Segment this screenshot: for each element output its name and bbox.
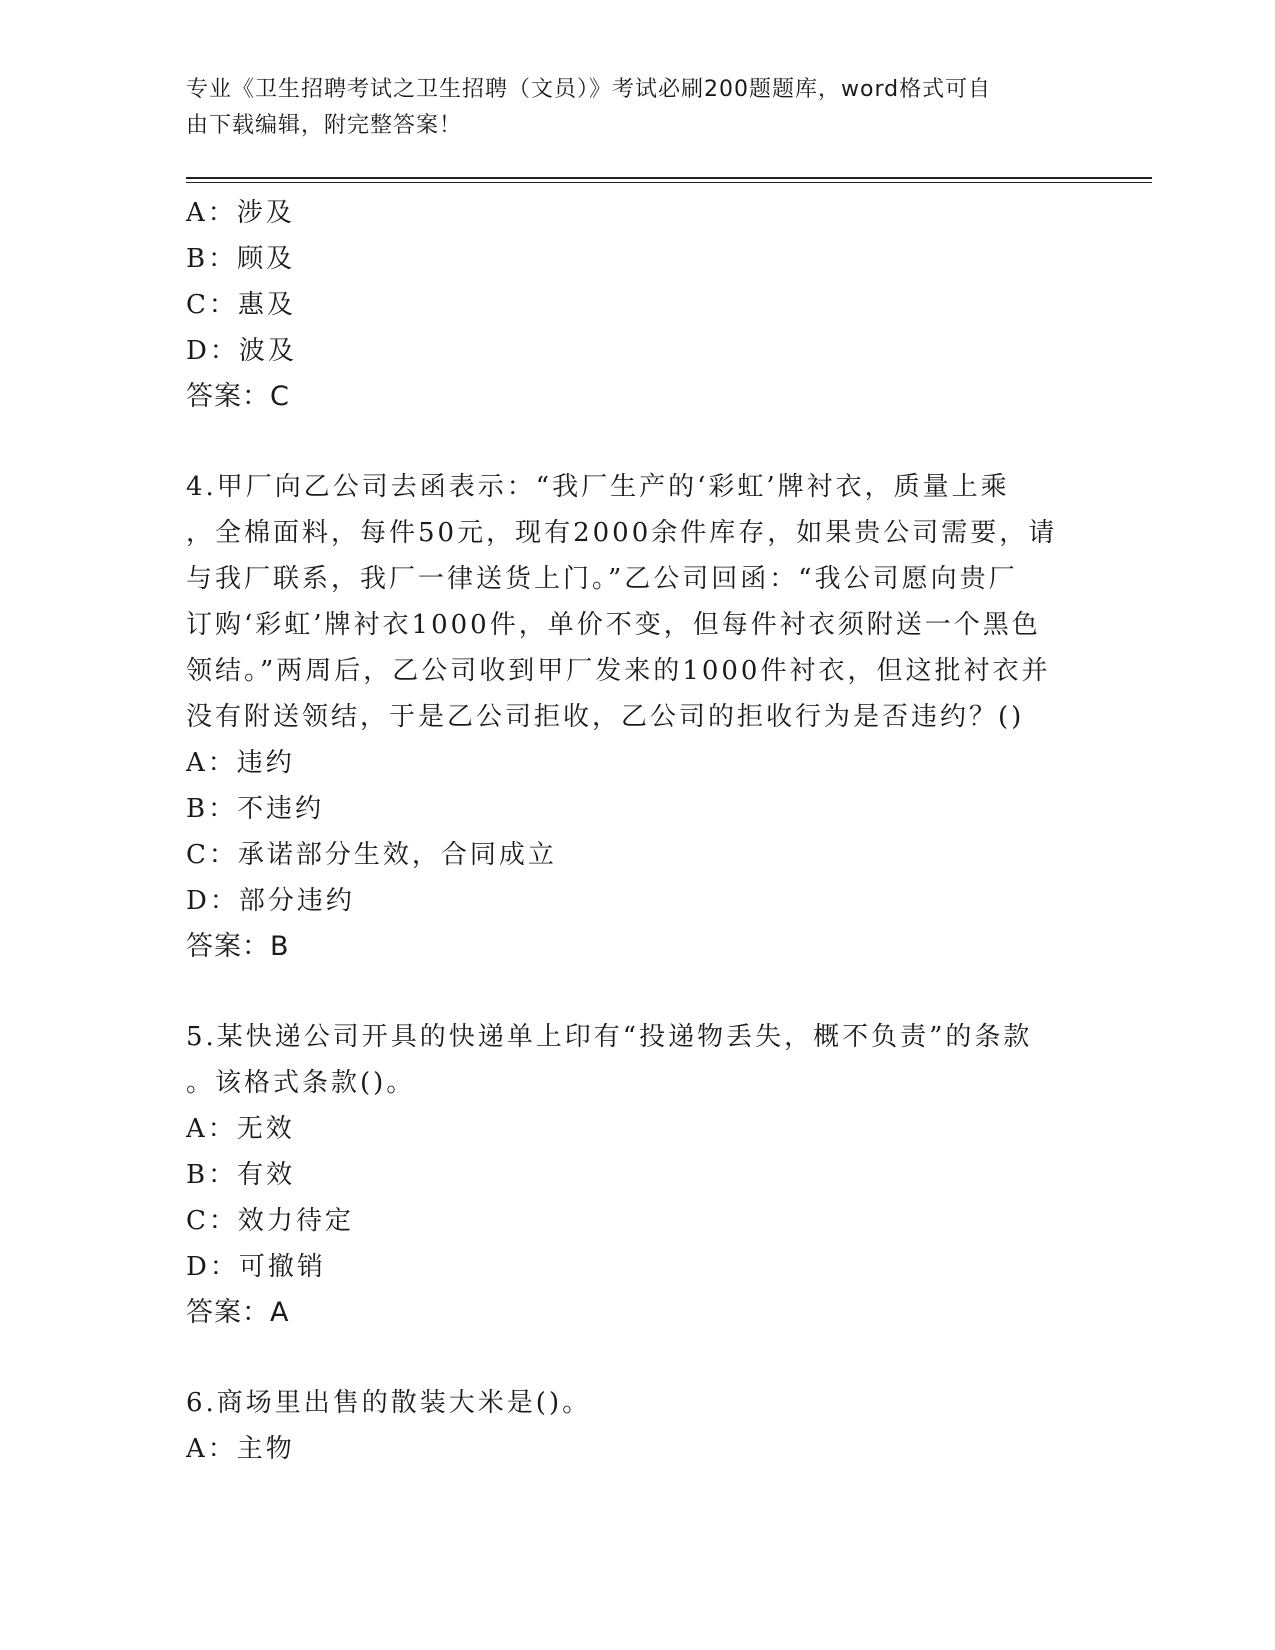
option-b: B：有效 bbox=[186, 1160, 296, 1190]
answer-line: 答案：B bbox=[186, 931, 290, 962]
answer-line: 答案：C bbox=[186, 381, 290, 412]
option-c: C：承诺部分生效，合同成立 bbox=[186, 840, 557, 870]
header-divider-thick bbox=[186, 177, 1152, 179]
option-a: A：无效 bbox=[186, 1114, 295, 1144]
stem-line: 4.甲厂向乙公司去函表示：“我厂生产的‘彩虹’牌衬衣，质量上乘 bbox=[186, 472, 1010, 502]
header-divider-thin bbox=[186, 182, 1152, 183]
option-d: D：可撤销 bbox=[186, 1252, 326, 1282]
option-c: C：惠及 bbox=[186, 290, 296, 320]
question-3 bbox=[186, 190, 1086, 420]
stem-line: ，全棉面料，每件50元，现有2000余件库存，如果贵公司需要，请 bbox=[186, 518, 1058, 548]
stem-line: 与我厂联系，我厂一律送货上门。”乙公司回函：“我公司愿向贵厂 bbox=[186, 564, 1018, 594]
header-line-1: 专业《卫生招聘考试之卫生招聘（文员）》考试必刷200题题库，word格式可自 bbox=[186, 77, 992, 102]
question-4 bbox=[186, 464, 1086, 970]
stem-line: 订购‘彩虹’牌衬衣1000件，单价不变，但每件衬衣须附送一个黑色 bbox=[186, 610, 1041, 640]
stem-line: 领结。”两周后，乙公司收到甲厂发来的1000件衬衣，但这批衬衣并 bbox=[186, 656, 1051, 686]
option-d: D：部分违约 bbox=[186, 886, 355, 916]
stem-line: 6.商场里出售的散装大米是()。 bbox=[186, 1388, 592, 1418]
question-stem bbox=[186, 1014, 1086, 1106]
option-b: B：不违约 bbox=[186, 794, 325, 824]
stem-line: 。该格式条款()。 bbox=[186, 1068, 416, 1098]
question-6 bbox=[186, 1380, 1086, 1472]
stem-line: 5.某快递公司开具的快递单上印有“投递物丢失，概不负责”的条款 bbox=[186, 1022, 1033, 1052]
document-header bbox=[186, 72, 1066, 144]
option-d: D：波及 bbox=[186, 336, 297, 366]
question-list bbox=[186, 190, 1086, 1472]
question-stem bbox=[186, 1380, 1086, 1426]
question-5 bbox=[186, 1014, 1086, 1336]
header-line-2: 由下载编辑，附完整答案！ bbox=[186, 113, 463, 138]
option-b: B：顾及 bbox=[186, 244, 296, 274]
option-a: A：涉及 bbox=[186, 198, 295, 228]
question-stem bbox=[186, 464, 1086, 740]
option-a: A：违约 bbox=[186, 748, 295, 778]
option-c: C：效力待定 bbox=[186, 1206, 354, 1236]
option-a: A：主物 bbox=[186, 1434, 295, 1464]
stem-line: 没有附送领结，于是乙公司拒收，乙公司的拒收行为是否违约？() bbox=[186, 702, 1025, 732]
answer-line: 答案：A bbox=[186, 1297, 290, 1328]
